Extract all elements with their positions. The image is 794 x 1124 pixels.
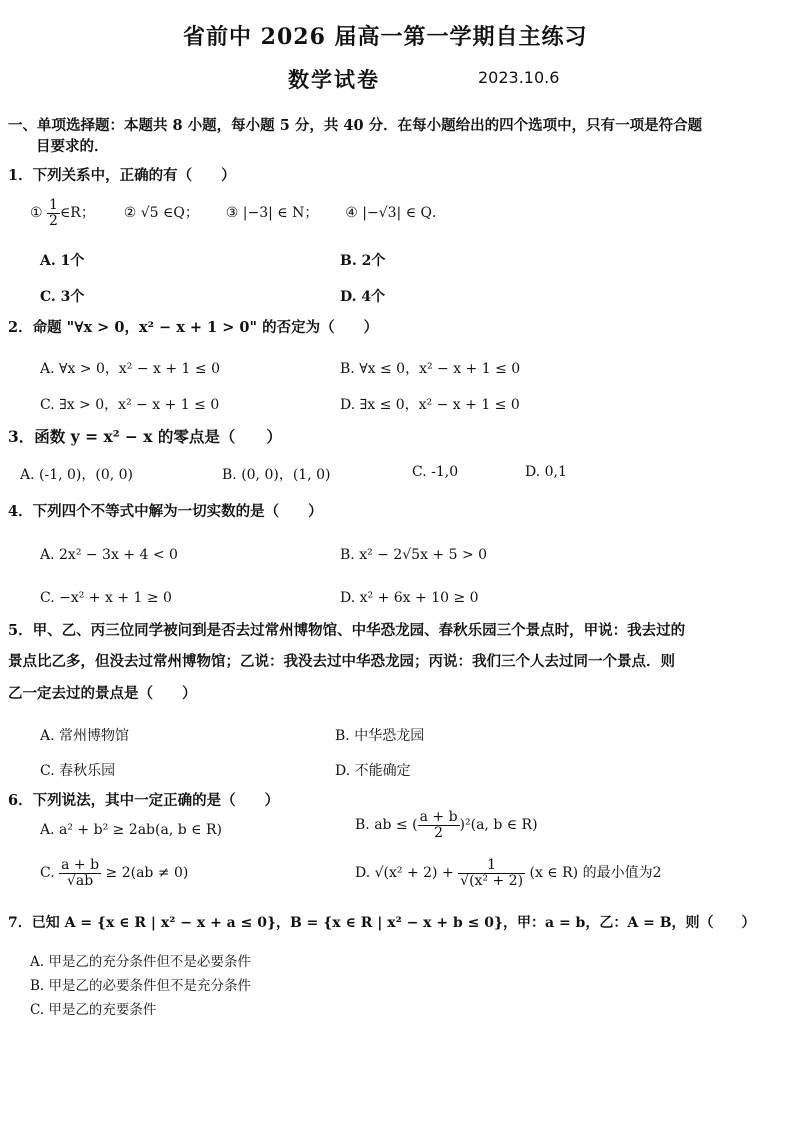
q6-option-c bbox=[40, 858, 188, 888]
subject-title: 数学试卷 bbox=[288, 67, 380, 92]
q6-c-den: √ab bbox=[66, 872, 94, 889]
q3-option-a: A. (-1, 0)，(0, 0) bbox=[20, 467, 134, 483]
q2-option-d: D. ∃x ≤ 0，x² − x + 1 ≤ 0 bbox=[340, 397, 520, 413]
q1-option-a: A. 1个 bbox=[40, 253, 85, 269]
q6-option-a: A. a² + b² ≥ 2ab(a, b ∈ R) bbox=[40, 822, 222, 838]
q2-option-b: B. ∀x ≤ 0，x² − x + 1 ≤ 0 bbox=[340, 361, 521, 377]
q4-option-a: A. 2x² − 3x + 4 < 0 bbox=[40, 547, 178, 563]
q6-d-fraction bbox=[458, 858, 525, 888]
q4-option-b: B. x² − 2√5x + 5 > 0 bbox=[340, 547, 488, 563]
q6-b-den: 2 bbox=[434, 824, 444, 841]
q7-option-c: C. 甲是乙的充要条件 bbox=[30, 1002, 157, 1018]
q1-item-2: ② √5 ∈Q； bbox=[123, 205, 199, 222]
q1-frac-num: 1 bbox=[49, 197, 58, 213]
q1-item-1: ① bbox=[30, 205, 48, 222]
q4-option-c: C. −x² + x + 1 ≥ 0 bbox=[40, 590, 172, 606]
q1-item-3: ③ |−3| ∈ N； bbox=[225, 205, 319, 222]
section-heading-cont: 目要求的． bbox=[36, 138, 109, 155]
q6-c-post: ≥ 2(ab ≠ 0) bbox=[105, 865, 189, 882]
q6-b-fraction bbox=[418, 810, 460, 840]
q6-stem: 6．下列说法，其中一定正确的是（ ） bbox=[8, 792, 280, 809]
q3-option-c: C. -1,0 bbox=[412, 464, 459, 480]
q7-option-a: A. 甲是乙的充分条件但不是必要条件 bbox=[30, 954, 251, 970]
q4-option-d: D. x² + 6x + 10 ≥ 0 bbox=[340, 590, 479, 606]
q5-option-b: B. 中华恐龙园 bbox=[335, 728, 425, 744]
q7-stem: 7．已知 A = {x ∈ R | x² − x + a ≤ 0}，B = {x ∈ R | x² − x + b ≤ 0}，甲：a = b，乙：A = B，则（ ） bbox=[8, 915, 756, 931]
q3-option-d: D. 0,1 bbox=[525, 464, 567, 480]
q1-fraction bbox=[47, 198, 60, 228]
q6-option-d bbox=[355, 858, 661, 888]
q1-option-c: C. 3个 bbox=[40, 289, 85, 305]
q6-b-pre: B. ab ≤ ( bbox=[355, 817, 418, 834]
q1-frac-den: 2 bbox=[49, 212, 58, 229]
q1-item-1-rel: ∈R； bbox=[59, 205, 95, 222]
q3-stem: 3．函数 y = x² − x 的零点是（ ） bbox=[8, 427, 282, 446]
q6-b-post: )²(a, b ∈ R) bbox=[459, 817, 538, 834]
q1-items bbox=[30, 198, 446, 228]
q5-option-d: D. 不能确定 bbox=[335, 763, 411, 779]
q5-line-3: 乙一定去过的景点是（ ） bbox=[8, 685, 197, 702]
q6-c-fraction bbox=[59, 858, 101, 888]
section-heading: 一、单项选择题：本题共 8 小题，每小题 5 分，共 40 分．在每小题给出的四个选项中，只有一项是符合题 bbox=[8, 117, 703, 134]
q3-option-b: B. (0, 0)，(1, 0) bbox=[222, 467, 331, 483]
q1-item-4: ④ |−√3| ∈ Q． bbox=[345, 205, 447, 222]
q5-line-2: 景点比乙多，但没去过常州博物馆；乙说：我没去过中华恐龙园；丙说：我们三个人去过同一个景点．则 bbox=[8, 653, 675, 670]
q6-d-num: 1 bbox=[458, 858, 525, 874]
q4-stem: 4．下列四个不等式中解为一切实数的是（ ） bbox=[8, 503, 323, 520]
q1-option-b: B. 2个 bbox=[340, 253, 386, 269]
q5-option-c: C. 春秋乐园 bbox=[40, 763, 116, 779]
q2-stem: 2．命题 "∀x > 0，x² − x + 1 > 0" 的否定为（ ） bbox=[8, 319, 379, 336]
q6-d-post: (x ∈ R) 的最小值为2 bbox=[529, 865, 662, 882]
q5-option-a: A. 常州博物馆 bbox=[40, 728, 130, 744]
q6-c-num: a + b bbox=[61, 857, 100, 873]
exam-date: 2023.10.6 bbox=[478, 68, 560, 87]
q6-c-pre: C. bbox=[40, 865, 55, 882]
q1-stem: 1．下列关系中，正确的有（ ） bbox=[8, 167, 236, 184]
q6-d-pre: D. √(x² + 2) + bbox=[355, 865, 454, 882]
q7-option-b: B. 甲是乙的必要条件但不是充分条件 bbox=[30, 978, 252, 994]
q6-b-num: a + b bbox=[419, 809, 458, 825]
exam-title: 省前中 2026 届高一第一学期自主练习 bbox=[183, 24, 588, 50]
q2-option-c: C. ∃x > 0，x² − x + 1 ≤ 0 bbox=[40, 397, 220, 413]
q2-option-a: A. ∀x > 0，x² − x + 1 ≤ 0 bbox=[40, 361, 221, 377]
q6-d-den: √(x² + 2) bbox=[460, 872, 524, 889]
q6-option-b bbox=[355, 810, 538, 840]
q1-option-d: D. 4个 bbox=[340, 289, 386, 305]
q5-line-1: 5．甲、乙、丙三位同学被问到是否去过常州博物馆、中华恐龙园、春秋乐园三个景点时，甲说：我去过的 bbox=[8, 622, 686, 639]
